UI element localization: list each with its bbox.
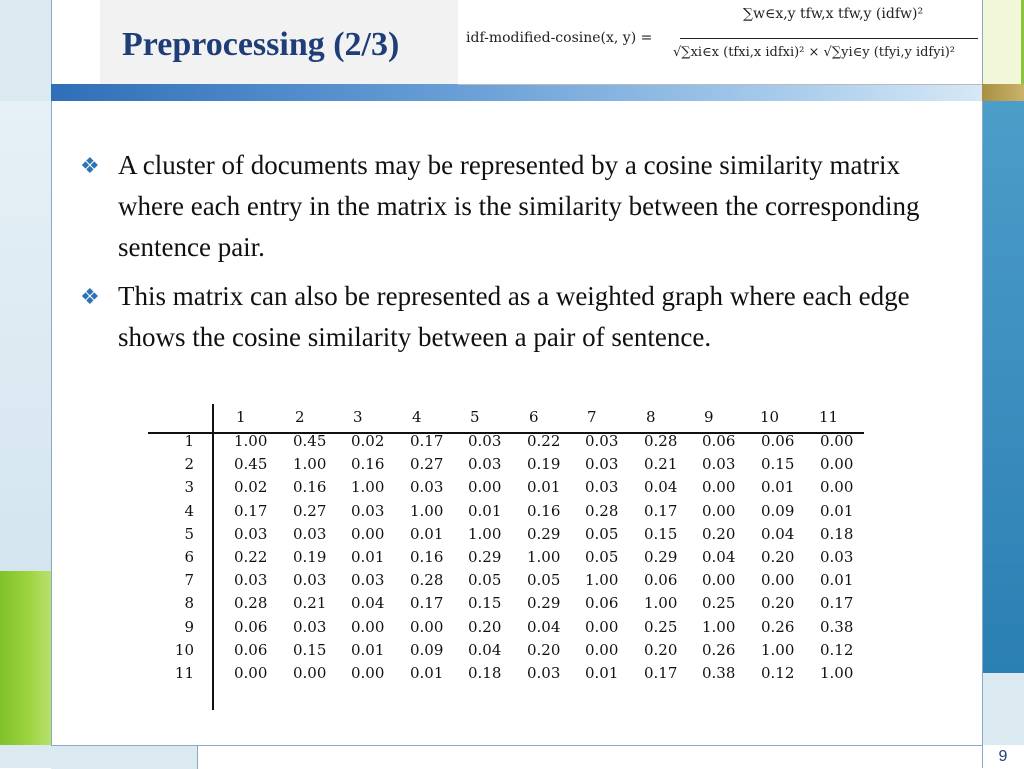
- matrix-cell: 0.04: [527, 617, 561, 636]
- matrix-cell: 0.04: [761, 524, 795, 543]
- matrix-cell: 0.05: [468, 571, 502, 590]
- right-frame-blue-accent: [982, 101, 1024, 673]
- matrix-cell: 0.03: [351, 571, 385, 590]
- left-frame-bottom: [0, 745, 52, 768]
- matrix-cell: 0.05: [527, 571, 561, 590]
- matrix-row-label: 2: [184, 455, 194, 474]
- matrix-cell: 0.17: [644, 501, 678, 520]
- matrix-cell: 1.00: [585, 571, 619, 590]
- matrix-cell: 0.28: [585, 501, 619, 520]
- cosine-formula: [458, 0, 982, 85]
- matrix-cell: 0.16: [351, 455, 385, 474]
- matrix-cell: 1.00: [820, 664, 854, 682]
- matrix-cell: 0.19: [527, 455, 561, 474]
- matrix-cell: 0.00: [585, 617, 619, 636]
- matrix-cell: 0.00: [820, 478, 854, 497]
- matrix-row-label: 11: [174, 664, 194, 682]
- bullet-text: This matrix can also be represented as a weighted graph where each edge shows the cosine similarity between a pair of sentence.: [118, 281, 910, 352]
- formula-fraction-bar: [680, 38, 978, 39]
- matrix-cell: 0.03: [468, 432, 502, 450]
- left-frame-top: [0, 0, 52, 85]
- matrix-row-label: 9: [184, 617, 194, 636]
- matrix-cell: 0.00: [585, 640, 619, 659]
- matrix-column-header: 7: [587, 408, 597, 426]
- matrix-cell: 0.17: [410, 432, 444, 450]
- matrix-cell: 0.03: [351, 501, 385, 520]
- matrix-cell: 0.00: [410, 617, 444, 636]
- matrix-cell: 0.29: [644, 548, 678, 566]
- matrix-row-label: 5: [184, 524, 194, 543]
- bullet-item: [80, 276, 940, 401]
- matrix-cell: 1.00: [702, 617, 736, 636]
- matrix-column-header: 10: [760, 408, 780, 426]
- bullet-text: A cluster of documents may be represented by a cosine similarity matrix where each entry in the matrix is the similarity between the corresponding sentence pair.: [118, 150, 920, 262]
- matrix-cell: 0.05: [585, 524, 619, 543]
- matrix-row-label: 8: [184, 594, 194, 613]
- footer-bar: [51, 745, 982, 769]
- matrix-cell: 0.38: [820, 617, 854, 636]
- matrix-cell: 0.12: [820, 640, 854, 659]
- matrix-row-label: 7: [184, 571, 194, 590]
- matrix-cell: 0.27: [410, 455, 444, 474]
- matrix-cell: 0.01: [468, 501, 502, 520]
- matrix-cell: 0.06: [702, 432, 736, 450]
- similarity-matrix: [148, 404, 868, 710]
- matrix-cell: 1.00: [527, 548, 561, 566]
- matrix-cell: 0.21: [293, 594, 327, 613]
- matrix-cell: 0.00: [702, 501, 736, 520]
- right-frame-top: [982, 0, 1024, 84]
- matrix-cell: 0.03: [585, 455, 619, 474]
- matrix-cell: 0.15: [761, 455, 795, 474]
- matrix-cell: 0.03: [293, 524, 327, 543]
- matrix-cell: 0.18: [820, 524, 854, 543]
- matrix-cell: 0.04: [468, 640, 502, 659]
- matrix-cell: 0.15: [293, 640, 327, 659]
- matrix-cell: 0.20: [761, 594, 795, 613]
- matrix-cell: 0.06: [761, 432, 795, 450]
- matrix-row-label: 1: [184, 432, 194, 450]
- matrix-column-header: 5: [470, 408, 480, 426]
- matrix-cell: 0.38: [702, 664, 736, 682]
- matrix-cell: 1.00: [644, 594, 678, 613]
- matrix-cell: 0.03: [234, 524, 268, 543]
- matrix-cell: 0.03: [468, 455, 502, 474]
- formula-numerator: ∑w∈x,y tfw,x tfw,y (idfw)²: [743, 6, 924, 22]
- matrix-cell: 1.00: [410, 501, 444, 520]
- matrix-cell: 0.00: [702, 571, 736, 590]
- matrix-cell: 0.45: [293, 432, 327, 450]
- matrix-column-header: 6: [529, 408, 539, 426]
- matrix-cell: 0.28: [410, 571, 444, 590]
- right-frame-lower: [982, 673, 1024, 745]
- matrix-cell: 0.06: [234, 617, 268, 636]
- matrix-cell: 0.02: [351, 432, 385, 450]
- matrix-cell: 0.06: [234, 640, 268, 659]
- matrix-cell: 0.00: [820, 432, 854, 450]
- matrix-cell: 0.29: [527, 594, 561, 613]
- matrix-cell: 0.00: [702, 478, 736, 497]
- matrix-cell: 0.01: [820, 571, 854, 590]
- page-number: 9: [998, 748, 1008, 765]
- matrix-cell: 0.00: [761, 571, 795, 590]
- matrix-cell: 0.20: [468, 617, 502, 636]
- matrix-cell: 0.17: [234, 501, 268, 520]
- matrix-row-label: 10: [174, 640, 194, 659]
- matrix-cell: 0.01: [410, 664, 444, 682]
- matrix-column-header: 2: [295, 408, 305, 426]
- matrix-cell: 0.03: [820, 548, 854, 566]
- matrix-cell: 0.09: [410, 640, 444, 659]
- matrix-cell: 0.20: [761, 548, 795, 566]
- matrix-cell: 0.01: [351, 548, 385, 566]
- matrix-cell: 0.01: [820, 501, 854, 520]
- matrix-cell: 0.09: [761, 501, 795, 520]
- matrix-cell: 0.06: [644, 571, 678, 590]
- matrix-cell: 0.16: [410, 548, 444, 566]
- matrix-cell: 0.01: [351, 640, 385, 659]
- matrix-cell: 0.01: [585, 664, 619, 682]
- matrix-cell: 0.00: [234, 664, 268, 682]
- matrix-cell: 0.00: [351, 524, 385, 543]
- matrix-cell: 0.04: [644, 478, 678, 497]
- matrix-cell: 0.20: [702, 524, 736, 543]
- matrix-cell: 0.03: [293, 571, 327, 590]
- matrix-cell: 0.22: [234, 548, 268, 566]
- matrix-cell: 0.17: [644, 664, 678, 682]
- matrix-cell: 0.18: [468, 664, 502, 682]
- matrix-cell: 0.00: [351, 664, 385, 682]
- matrix-cell: 0.22: [527, 432, 561, 450]
- matrix-cell: 1.00: [761, 640, 795, 659]
- matrix-cell: 0.28: [644, 432, 678, 450]
- matrix-cell: 1.00: [234, 432, 268, 450]
- diamond-bullet-icon: ❖: [80, 153, 100, 178]
- matrix-cell: 0.45: [234, 455, 268, 474]
- slide-title: Preprocessing (2/3): [122, 26, 400, 63]
- matrix-cell: 0.04: [702, 548, 736, 566]
- matrix-column-header: 8: [646, 408, 656, 426]
- matrix-cell: 0.15: [644, 524, 678, 543]
- matrix-cell: 0.29: [468, 548, 502, 566]
- matrix-cell: 0.17: [410, 594, 444, 613]
- matrix-cell: 0.25: [644, 617, 678, 636]
- diamond-bullet-icon: ❖: [80, 284, 100, 309]
- matrix-cell: 1.00: [468, 524, 502, 543]
- matrix-cell: 0.17: [820, 594, 854, 613]
- matrix-cell: 0.00: [351, 617, 385, 636]
- matrix-cell: 0.03: [585, 432, 619, 450]
- matrix-cell: 0.05: [585, 548, 619, 566]
- matrix-cell: 0.03: [585, 478, 619, 497]
- matrix-cell: 0.03: [410, 478, 444, 497]
- matrix-cell: 0.26: [702, 640, 736, 659]
- matrix-cell: 0.27: [293, 501, 327, 520]
- matrix-row-label: 3: [184, 478, 194, 497]
- matrix-cell: 0.25: [702, 594, 736, 613]
- matrix-cell: 0.20: [644, 640, 678, 659]
- bullet-item: [80, 145, 940, 270]
- matrix-cell: 0.01: [761, 478, 795, 497]
- matrix-cell: 0.12: [761, 664, 795, 682]
- matrix-cell: 0.15: [468, 594, 502, 613]
- matrix-column-header: 4: [412, 408, 422, 426]
- matrix-cell: 0.16: [527, 501, 561, 520]
- matrix-cell: 0.01: [527, 478, 561, 497]
- matrix-row-label: 4: [184, 501, 194, 520]
- matrix-cell: 0.26: [761, 617, 795, 636]
- matrix-column-header: 3: [353, 408, 363, 426]
- matrix-cell: 0.19: [293, 548, 327, 566]
- matrix-cell: 0.16: [293, 478, 327, 497]
- matrix-cell: 0.03: [234, 571, 268, 590]
- matrix-vertical-rule: [212, 404, 214, 710]
- matrix-cell: 0.03: [293, 617, 327, 636]
- matrix-row-label: 6: [184, 548, 194, 566]
- matrix-cell: 0.00: [820, 455, 854, 474]
- matrix-cell: 0.29: [527, 524, 561, 543]
- matrix-column-header: 1: [236, 408, 246, 426]
- matrix-cell: 0.20: [527, 640, 561, 659]
- matrix-cell: 0.01: [410, 524, 444, 543]
- matrix-column-header: 9: [704, 408, 714, 426]
- matrix-cell: 0.28: [234, 594, 268, 613]
- matrix-cell: 1.00: [351, 478, 385, 497]
- title-divider-bar: [0, 84, 1024, 101]
- matrix-cell: 0.03: [702, 455, 736, 474]
- matrix-cell: 0.21: [644, 455, 678, 474]
- matrix-cell: 0.02: [234, 478, 268, 497]
- matrix-cell: 0.00: [293, 664, 327, 682]
- matrix-cell: 0.03: [527, 664, 561, 682]
- formula-denominator: √∑xi∈x (tfxi,x idfxi)² × √∑yi∈y (tfyi,y idfyi)²: [673, 45, 956, 60]
- matrix-cell: 0.00: [468, 478, 502, 497]
- matrix-cell: 1.00: [293, 455, 327, 474]
- matrix-cell: 0.06: [585, 594, 619, 613]
- left-frame-green-accent: [0, 571, 52, 745]
- matrix-column-header: 11: [819, 408, 839, 426]
- formula-lhs: idf-modified-cosine(x, y) =: [466, 30, 653, 46]
- left-frame-middle: [0, 101, 52, 571]
- matrix-cell: 0.04: [351, 594, 385, 613]
